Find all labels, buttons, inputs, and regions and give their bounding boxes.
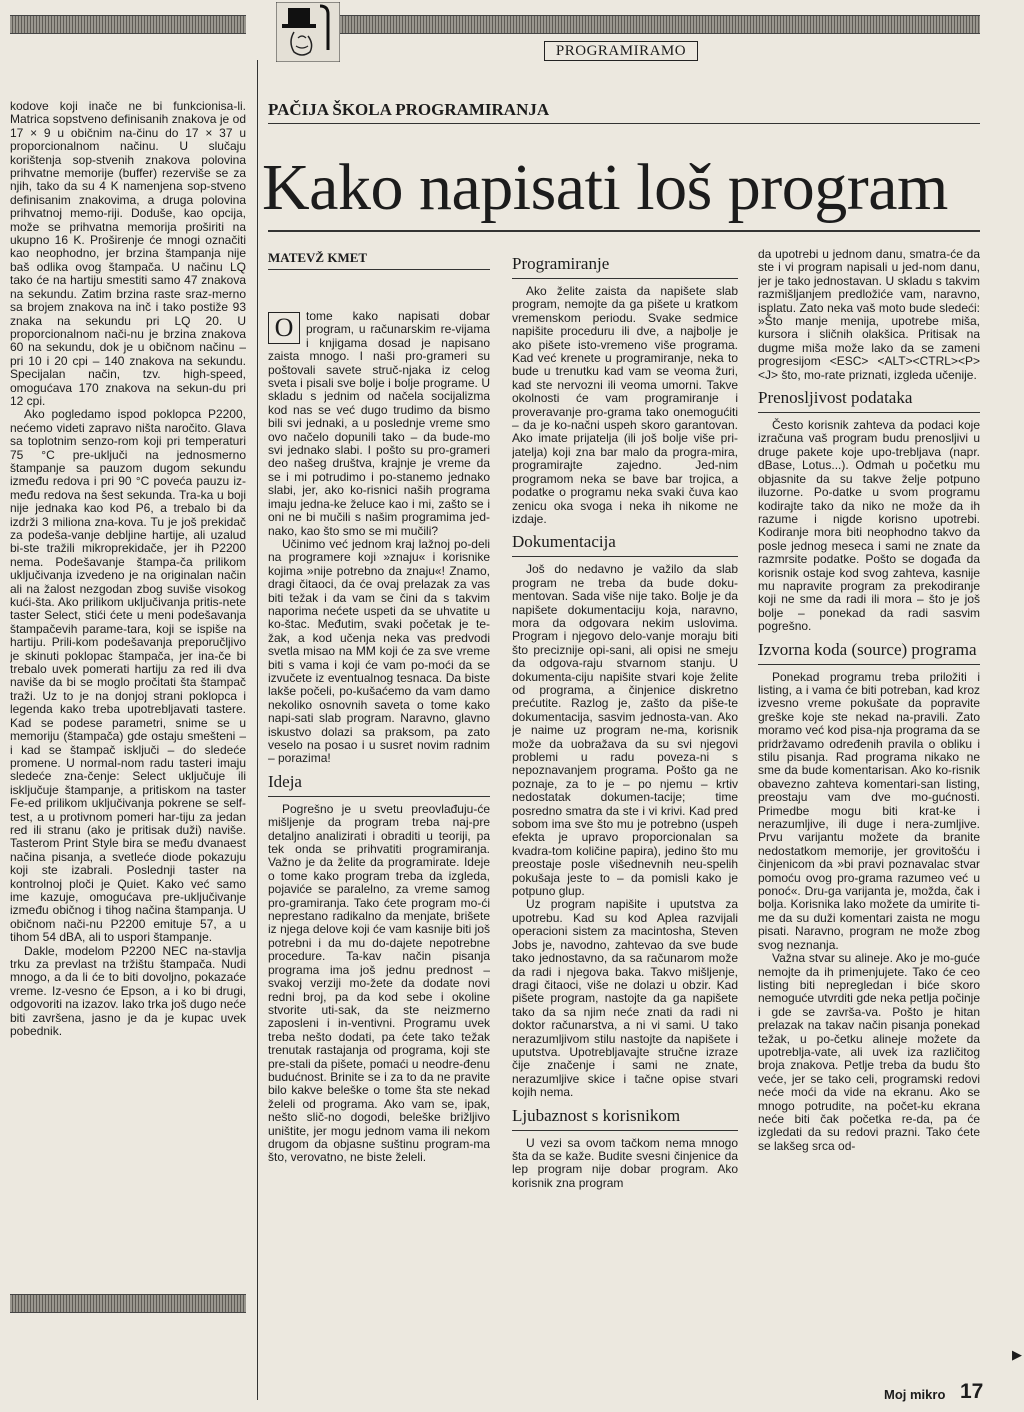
body-paragraph: Još do nedavno je važilo da slab program ne treba da bude doku-mentovan. Sada više nije tako. Bolje je da napišete dokumentaciju koja, naravno, mora da odgovara nekim uslovima. Program i njegovo delo-vanje moraju biti što preciznije opi-sani, ali opisi ne smeju da odgova-raju stvarnom stanju. U dokumenta-ciju napišite stvari koje želite od programa, a činjenice diskretno prećutite. Razlog je, zašto da piše-te dokumentacija, sasvim jednosta-van. Ako je naime uz program ne-ma, korisnik može da uobražava da su svi njegovi problemi u radu poveza-ni s nepoznavanjem programa. Pošto ga ne poznaje, za to je – po njemu – krtiv nedostatak dokumen-tacije; time posredno smatra da ste i vi krivi. Kad pred sobom ima sve što mu je potrebno (uspeh efekta je upravo proporcionalan sa kvadra-tom količine papira), jedino što mu preostaje posle višednevnih neu-spelih pokušaja jeste to – da pomisli kako je potpuno glup. (512, 562, 738, 899)
section-label: PROGRAMIRAMO (544, 41, 698, 61)
subhead-ljubaznost: Ljubaznost s korisnikom (512, 1106, 738, 1131)
body-paragraph: Učinimo već jednom kraj lažnoj po-deli na programere koji »znaju« i korisnike kojima »nije potrebno da znaju«! Znamo, dragi čitaoci, da će ovaj prelazak za vas biti težak i da vam se čini da s takvim naporima nećete uspeti da se uhvatite u ko-štac. Međutim, svaki početak je te-žak, a kod učenja neka vas predvodi svetla misao na MM koji će za sve vreme biti s vama i koji će vam po-moći da se izvučete iz eventualnog tesnaca. Da biste lakše počeli, po-kušaćemo da vam damo nekoliko osnovnih saveta o tome kako napi-sati slab program. Naravno, glavno iskustvo dolazi sa praksom, pa zato veselo na posao i u susret novim radnim – porazima! (268, 536, 490, 766)
article-column-2 (512, 248, 738, 1366)
column-divider (257, 60, 258, 1400)
subhead-prenosljivost: Prenosljivost podataka (758, 388, 980, 413)
body-paragraph: Pogrešno je u svetu preovlađuju-će mišljenje da program treba naj-pre detaljno analizirati i obraditi u teoriji, pa tek onda se prihvatiti programiranja. Važno je da želite da programirate. Ideje o tome kako program treba da izgleda, pojaviće se paralelno, za vreme samog pro-gramiranja. Tako ćete program mo-ći neprestano radikalno da menjate, brišete iz njega delove koji će vam kasnije biti još potrebni i da mu do-dajete nepotrebne procedure. Ta-kav način pisanja programa ima još jednu prednost – svakoj verziji mo-žete da dodate novi redni broj, pa da kod sebe i okoline stvorite uti-sak, da ste neizmerno zaposleni i in-ventivni. Programu uvek treba nešto dodati, pa ćete tako težak trenutak rastajanja od programa, koji ste pre-stali da pišete, pomaći u neodre-đenu budućnost. Brinite se i za to da ne pravite bilo kakve beleške o tome šta ste nekad želeli od programa. Ako vam se, ipak, nešto slič-no dogodi, beleške brižljivo uništite, jer mogu jednom vama ili nekom drugom da objasne suštinu program-ma što, verovatno, ne biste želeli. (268, 801, 490, 1165)
series-title: PAČIJA ŠKOLA PROGRAMIRANJA (268, 100, 550, 119)
body-paragraph: U vezi sa ovom tačkom nema mnogo šta da se kaže. Budite svesni činjenice da lep program nije dobar program. Ako korisnik zna program (512, 1135, 738, 1190)
body-paragraph: Važna stvar su alineje. Ako je mo-guće nemojte da ih primenjujete. Tako će ceo listing biti nepregledan i biće skoro nemoguće utvrditi gde neka petlja počinje i gde se završa-va. Pošto je hitan prelazak na takav način pisanja ponekad težak, u po-četku alineje možete da upotreblja-vate, ali uvek iza različitog broja znakova. Petlje treba da budu što veće, jer se tako celi, programski redovi neće moći da vide na ekranu. Ako se mnogo potrudite, na počet-ku ekrana neće biti čak početka re-da, pa će izgledati da su redovi prazni. Tako ćete se lakšeg srca od- (758, 951, 980, 1153)
subhead-programiranje: Programiranje (512, 254, 738, 279)
top-hat-cane-hand-icon (276, 2, 340, 62)
left-column (10, 100, 246, 1280)
drop-cap: O (268, 312, 300, 344)
article-column-3 (758, 248, 980, 1366)
body-paragraph: Često korisnik zahteva da podaci koje izračuna vaš program budu prenosljivi u druge pakete koje upo-trebljava (napr. dBase, Lotus...). Odmah u početku mu objasnite da su takve želje potpuno iluzorne. Po-datke u svom programu kodirajte tako da niko ne može da ih razume i nigde korisno upotrebi. Kodiranje mora biti neophodno takvo da posle jednog meseca i sami ne znate da razmrsite podatke. Pošto se događa da korisnik ostaje kod svog zahteva, kasnije mu napravite program za prekodiranje koji ne sme da radi ili mora – što je još bolje – ponekad da radi sasvim pogrešno. (758, 418, 980, 634)
subhead-izvorna-koda: Izvorna koda (source) programa (758, 640, 980, 665)
body-paragraph: Ako želite zaista da napišete slab program, nemojte da ga pišete u kratkom vremenskom periodu. Svake sedmice napišite proceduru ili dve, a najbolje je ako pišete isto-vremeno više programa. Kad već krenete u programiranje, neka to bude u trenutku kad vam se veoma žuri, kad ste nervozni ili veoma umorni. Takve okolnosti će vam programiranje i proveravanje pro-grama tako onemogućiti – da je ko-načni uspeh skoro garantovan. Ako imate prijatelja (ili još bolje više pri-jatelja) koji zna bar malo da progra-mira, programirajte zajedno. Jed-nim programom neka se bave bar trojica, a podatke o programu neka svaki čuva kao zenicu oka svoga i neka ih nikome ne izdaje. (512, 284, 738, 526)
title-rule (268, 230, 980, 232)
byline-rule (268, 269, 490, 270)
subhead-dokumentacija: Dokumentacija (512, 532, 738, 557)
body-paragraph: Ponekad programu treba priložiti i listing, a i vama će biti potreban, kad kroz izvesno vreme pokušate da popravite greške koje ste nekad na-pravili. Zato moramo već kod pisa-nja programa da se pridržavamo određenih pravila o obliku i stilu pisanja. Rad programa nikako ne sme da bude komentarisan. Ako ko-risnik obavezno zahteva komentari-san listing, preostaju vam dve mo-gućnosti. Primedbe mogu biti krat-ke i nerazumljive, ili duge i nera-zumljive. Prvu varijantu možete da branite nedostatkom memorije, jer grovitošću i činjenicom da »bi pravi poznavalac stvar pomoću ovog pro-grama razumeo već u ponoć«. Dru-ga varijanta je, možda, čak i bolja. Korisnika lako možete da umirite ti-me da su duži komentari zaista ne mogu pisati. Naravno, program ne može zbog svog neznanja. (758, 669, 980, 952)
continue-arrow-icon: ▶ (1012, 1347, 1022, 1362)
body-paragraph: da upotrebi u jednom danu, smatra-će da ste i vi program napisali u jed-nom danu, jer je tako jednostavan. U skladu s takvim razmišljanjem predložiće vam, naravno, isplatu. Zato neka vaš moto bude sledeći: »Što manje menija, upotrebe miša, kursora i sličnih olakšica. Pritisak na dugme miša može lako da se zameni progresijom <ESC> <ALT><CTRL><P><J> što, mo-rate priznati, izgleda učenije. (758, 248, 980, 382)
left-top-bar (10, 15, 246, 34)
left-paragraph: Ako pogledamo ispod poklopca P2200, nećemo videti zapravo ništa naročito. Glava sa toplotnim senzo-rom koji pri temperaturi 75 °C pre-uključi na jednosmerno štampanje sa pauzom dugom sekundu između redova i pri 90 °C poveća pauzu iz-među redova na šest sekunda. Tra-ka u boji nije jednaka kao kod P6, a trebalo bi da izdrži 3 miliona zna-kova. Tu je još prekidač za podeša-vanje debljine hartije, ali uzalud bi-ste tražili mikroprekidače, jer ih P2200 nema. Podešavanje štampa-ča prilikom uključivanja izvedeno je na originalan način ali na žalost nezgodan zbog suviše visokog kući-šta. Ako prilikom uključivanja pritis-nete taster Select, stići ćete u meni podešavanja štampačevih parame-tara, koji se ispiše na hartiju. Prili-kom podešavanja preporučljivo je skinuti poklopac štampača, jer ina-če bi trebalo uvek pomerati hartiju za red ili dva naviše da bi se moglo pročitati šta štampač traži. Uz to je na donjoj strani poklopca i legenda kako treba upotrebljavati tastere. Kad se podese parametri, snime se u memoriju (štampača) gde ostaju smešteni – i kad se štampač isključi – do sledeće promene. U normal-nom radu tasteri imaju sledeće zna-čenje: Select uključuje ili isključuje štampanje, a pritiskom na taster Fe-ed prilikom uključivanja pokrene se self-test, a u protivnom pomeri har-tiju za jedan red ili stranu (ako je pritisak duži) naviše. Tasterom Print Style bira se među dvanaest načina pisanja, a svetleće diode pokazuju koji ste izabrali. Poslednji taster na kontrolnoj ploči je Quiet. Kako već samo ime kazuje, omogućava pre-uključivanje između običnog i tihog načina štampanja. U običnom nači-nu P2200 emituje 57, a u tihom 54 dBA, ali to uspori štampanje. (10, 407, 246, 945)
article-title: Kako napisati loš program (262, 151, 948, 224)
page-number: 17 (960, 1380, 984, 1403)
intro-paragraph: tome kako napisati dobar program, u računarskim re-vijama i knjigama dosad je napisano zaista mnogo. I naši pro-grameri su poštovali savete struč-njaka iz celog sveta i pisali sve bolje i bolje programe. U skladu s jednim od načela socijalizma kod nas se već dugo trudimo da bismo bili svi jednaki, a u poslednje vreme smo ovo načelo dopunili tako – da bude-mo svi jednako slabi. I pošto su pro-grameri deo našeg društva, krajnje je vreme da se i mi potrudimo i po-stanemo jednako slabi, jer, ako ko-risnici naših programa imaju jedna-ke želuce kao i mi, zašto se i oni ne bi mučili s našim programima jed-nako, kao što smo se mi mučili? (268, 310, 490, 538)
kicker-rule (268, 123, 980, 124)
article-column-1 (268, 310, 490, 1365)
body-paragraph: Uz program napišite i uputstva za upotrebu. Kad su kod Aplea razvijali operacioni sistem za macintosha, Steven Jobs je, navodno, zahtevao da sve bude tako jednostavno, da sa računarom može da radi i njegova baka. Takvo mišljenje, dragi čitaoci, više ne dolazi u obzir. Kad pišete program, nastojte da ga napišete tako da sa njim neće znati da radi ni doktor računarstva, a ni vi sami. U tako nerazumljivom stilu nastojte da napišete i uputstva. Upotrebljavajte stručne izraze čije značenje i sami ne znate, nerazumljive skice i tačne opise stvari kojih nema. (512, 897, 738, 1100)
left-paragraph: kodove koji inače ne bi funkcionisa-li. Matrica sopstveno definisanih znakova je od 17 × 9 u običnim na-činu do 17 × 37 u proporcionalnom načinu. U slučaju korištenja sop-stvenih znakova polovina prihvatne memorije (buffer) rezerviše se za njih, tako da su 4 K namenjena sop-stveno definisanim znakovima, a druga polovina prihvatnoj memo-riji. Doduše, kao opcija, može se prihvatna memorija proširiti na ukupno 16 K. Proširenje će mnogi označiti kao neophodno, jer brzina štampanja nije baš odlika ovog štampača. U načinu LQ tako će na hartiju smestiti samo 47 znakova na sekundu. Zatim brzina raste sraz-merno sa brojem znakova na inč i tako postiže 93 znaka na sekundu pri LQ 20. U proporcionalnom nači-nu je brzina znakova 60 na sekundu, dok je u običnom načinu – pri 10 i 20 cpi – 140 znakova na sekundu. Specijalan način, tzv. high-speed, omogućava 170 znakova na sekun-du pri 12 cpi. (10, 100, 246, 408)
top-header-bar (340, 15, 980, 34)
subhead-ideja: Ideja (268, 772, 490, 797)
magazine-name: Moj mikro (884, 1387, 946, 1402)
left-paragraph: Dakle, modelom P2200 NEC na-stavlja trku za prevlast na tržištu štampača. Nudi mnogo, a da li će to biti dovoljno, pokazaće vreme. Iz-vesno će Epson, a i ko bi drugi, odgovoriti na izazov. Iako trka još dugo neće biti završena, jasno je da je kupac uvek pobednik. (10, 943, 246, 1039)
left-bottom-bar (10, 1294, 246, 1313)
author-byline: MATEVŽ KMET (268, 250, 368, 265)
